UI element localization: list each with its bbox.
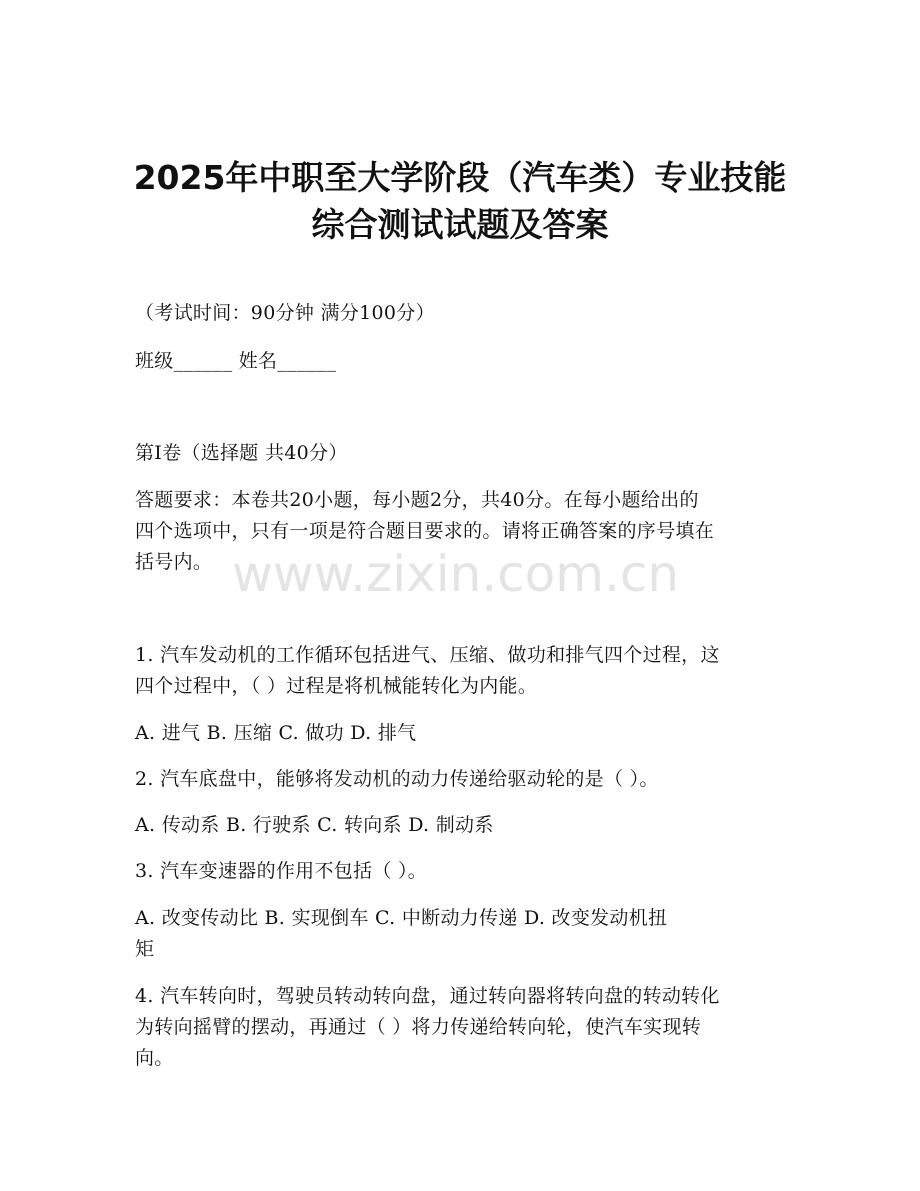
document-title-line-1: 2025年中职至大学阶段（汽车类）专业技能 [133, 158, 787, 197]
instructions-line: 括号内。 [135, 551, 213, 573]
question-4-stem: 向。 [135, 1047, 174, 1069]
question-3-options: 矩 [135, 938, 155, 960]
watermark: www.zixin.com.cn [232, 545, 680, 603]
instructions-line: 答题要求：本卷共20小题，每小题2分，共40分。在每小题给出的 [135, 489, 699, 511]
question-1-stem: 四个过程中，（ ）过程是将机械能转化为内能。 [135, 675, 538, 697]
question-2-stem: 2. 汽车底盘中，能够将发动机的动力传递给驱动轮的是（ ）。 [135, 768, 659, 790]
class-name-fields: 班级______ 姓名______ [135, 350, 337, 372]
question-2-options: A. 传动系 B. 行驶系 C. 转向系 D. 制动系 [135, 814, 494, 836]
question-4-stem: 4. 汽车转向时，驾驶员转动转向盘，通过转向器将转向盘的转动转化 [135, 985, 720, 1007]
question-3-options: A. 改变传动比 B. 实现倒车 C. 中断动力传递 D. 改变发动机扭 [135, 907, 668, 929]
instructions-line: 四个选项中，只有一项是符合题目要求的。请将正确答案的序号填在 [135, 520, 715, 542]
document-title-line-2: 综合测试试题及答案 [311, 205, 609, 244]
section-title: 第Ⅰ卷（选择题 共40分） [135, 442, 348, 464]
question-4-stem: 为转向摇臂的摆动，再通过（ ）将力传递给转向轮，使汽车实现转 [135, 1016, 702, 1038]
question-1-stem: 1. 汽车发动机的工作循环包括进气、压缩、做功和排气四个过程，这 [135, 644, 720, 666]
exam-info: （考试时间：90分钟 满分100分） [135, 302, 435, 324]
question-3-stem: 3. 汽车变速器的作用不包括（ ）。 [135, 860, 428, 882]
question-1-options: A. 进气 B. 压缩 C. 做功 D. 排气 [135, 722, 417, 744]
